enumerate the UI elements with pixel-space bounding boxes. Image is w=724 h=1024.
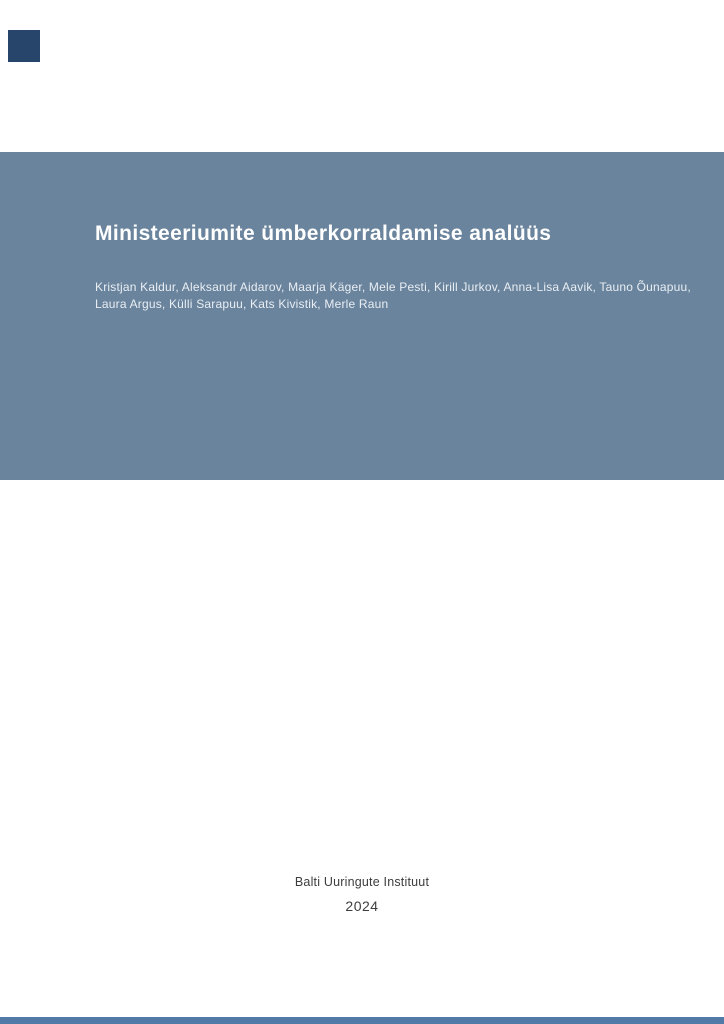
author-line-2: Laura Argus, Külli Sarapuu, Kats Kivistik, Merle Raun (95, 297, 389, 311)
next-page-edge-strip (0, 1017, 724, 1024)
publication-year: 2024 (345, 898, 379, 914)
author-list (95, 279, 691, 313)
publisher-name: Balti Uuringute Instituut (294, 875, 430, 889)
author-line-1: Kristjan Kaldur, Aleksandr Aidarov, Maarja Käger, Mele Pesti, Kirill Jurkov, Anna-Lisa Aavik, Tauno Õunapuu, (95, 280, 691, 294)
footer (0, 874, 724, 915)
corner-accent-square (8, 30, 40, 62)
title-banner (0, 152, 724, 480)
report-title: Ministeeriumite ümberkorraldamise analüüs (95, 222, 552, 245)
